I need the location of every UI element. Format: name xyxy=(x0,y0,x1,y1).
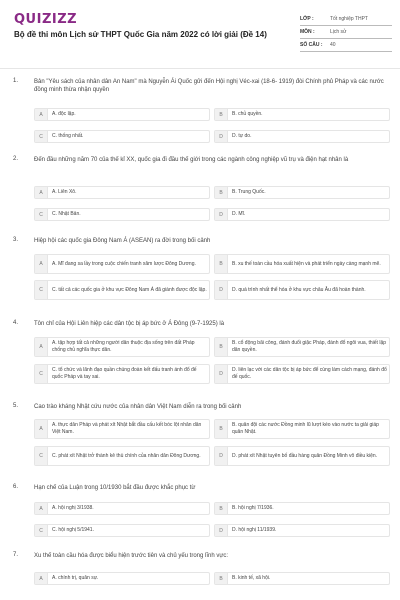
question-number: 6. xyxy=(13,484,19,490)
option-letter: D xyxy=(215,281,228,299)
option-text: A. hội nghị 3/1938. xyxy=(52,505,94,511)
meta-value: Lịch sử xyxy=(330,29,347,35)
option-letter: C xyxy=(35,365,48,383)
option-text: B. xu thế toàn cầu hóa xuất hiện và phát triển ngày càng mạnh mẽ. xyxy=(232,260,381,267)
option-letter: D xyxy=(215,209,228,220)
answer-option-a[interactable] xyxy=(34,502,210,515)
option-letter: B xyxy=(215,573,228,584)
option-text: D. liên lạc với các dân tộc bị áp bức để cùng làm cách mạng, đánh đổ đế quốc. xyxy=(232,367,387,380)
question-number: 7. xyxy=(13,552,19,558)
answer-option-d[interactable] xyxy=(214,208,390,221)
option-text: B. cổ động bãi công, đánh đuổi giặc Pháp, đánh đổ ngôi vua, thiết lập dân quyền. xyxy=(232,340,387,353)
answer-option-b[interactable] xyxy=(214,254,390,274)
question-number: 3. xyxy=(13,237,19,243)
meta-value: Tốt nghiệp THPT xyxy=(330,16,368,22)
quizizz-logo: QUIZIZZ xyxy=(14,12,78,27)
option-letter: A xyxy=(35,187,48,198)
answer-option-a[interactable] xyxy=(34,186,210,199)
answer-option-a[interactable] xyxy=(34,572,210,585)
answer-option-c[interactable] xyxy=(34,280,210,300)
meta-row-subject xyxy=(300,26,392,39)
question-text: Cao trào kháng Nhật cứu nước của nhân dân Việt Nam diễn ra trong bối cảnh xyxy=(34,404,242,410)
option-letter: D xyxy=(215,447,228,465)
option-letter: A xyxy=(35,338,48,356)
answer-option-b[interactable] xyxy=(214,108,390,121)
question-text: Tôn chỉ của Hội Liên hiệp các dân tộc bị áp bức ở Á Đông (9-7-1925) là xyxy=(34,321,225,327)
question-number: 2. xyxy=(13,156,19,162)
answer-option-b[interactable] xyxy=(214,186,390,199)
option-letter: D xyxy=(215,365,228,383)
option-text: B. hội nghị 7/1936. xyxy=(232,505,274,511)
question-text: Hạn chế của Luận trong 10/1930 bắt đầu được khắc phục từ xyxy=(34,485,196,491)
answer-option-a[interactable] xyxy=(34,254,210,274)
meta-label: MÔN : xyxy=(300,29,315,35)
question-number: 4. xyxy=(13,320,19,326)
option-letter: B xyxy=(215,420,228,438)
question-number: 1. xyxy=(13,78,19,84)
option-text: D. hội nghị 11/1939. xyxy=(232,527,277,533)
option-letter: B xyxy=(215,109,228,120)
option-letter: B xyxy=(215,187,228,198)
answer-option-b[interactable] xyxy=(214,572,390,585)
option-text: D. Mĩ. xyxy=(232,211,246,217)
option-letter: C xyxy=(35,281,48,299)
option-letter: A xyxy=(35,420,48,438)
option-text: D. tự do. xyxy=(232,133,252,139)
option-text: B. Trung Quốc. xyxy=(232,189,266,195)
option-text: C. thống nhất. xyxy=(52,133,84,139)
option-letter: C xyxy=(35,525,48,536)
answer-option-d[interactable] xyxy=(214,280,390,300)
option-text: A. tập hợp tất cả những người dân thuộc địa sống trên đất Pháp chống chủ nghĩa thực dân. xyxy=(52,340,195,353)
option-text: B. quân đội các nước Đồng minh lũ lượt kéo vào nước ta giải giáp quân Nhật. xyxy=(232,422,379,435)
option-letter: C xyxy=(35,131,48,142)
answer-option-b[interactable] xyxy=(214,502,390,515)
option-text: B. chủ quyền. xyxy=(232,111,263,117)
answer-option-b[interactable] xyxy=(214,419,390,439)
question-text: Bản "Yêu sách của nhân dân An Nam" mà Nguyễn Ái Quốc gửi đến Hội nghị Véc-xai (18-6- 1919) đòi Chính phủ Pháp và các nước đồng minh thừa nhận quyền xyxy=(34,79,384,93)
question-number: 5. xyxy=(13,403,19,409)
answer-option-c[interactable] xyxy=(34,364,210,384)
meta-label: LỚP : xyxy=(300,16,314,22)
answer-option-a[interactable] xyxy=(34,337,210,357)
page-title: Bộ đề thi môn Lịch sử THPT Quốc Gia năm 2022 có lời giải (Đề 14) xyxy=(14,30,267,39)
answer-option-c[interactable] xyxy=(34,446,210,466)
option-letter: C xyxy=(35,209,48,220)
option-letter: B xyxy=(215,503,228,514)
option-text: D. quá trình nhất thể hóa ở khu vực châu Âu đã hoàn thành. xyxy=(232,286,366,293)
header-divider xyxy=(0,68,400,69)
meta-panel xyxy=(300,13,392,52)
option-text: C. Nhật Bản. xyxy=(52,211,81,217)
answer-option-c[interactable] xyxy=(34,208,210,221)
answer-option-a[interactable] xyxy=(34,108,210,121)
option-letter: A xyxy=(35,503,48,514)
header xyxy=(0,0,400,66)
answer-option-d[interactable] xyxy=(214,446,390,466)
option-text: A. độc lập. xyxy=(52,111,76,117)
answer-option-d[interactable] xyxy=(214,524,390,537)
option-letter: D xyxy=(215,525,228,536)
option-text: C. phát xít Nhật trở thành kẻ thù chính của nhân dân Đông Dương. xyxy=(52,452,201,459)
answer-option-d[interactable] xyxy=(214,364,390,384)
option-letter: B xyxy=(215,255,228,273)
answer-option-d[interactable] xyxy=(214,130,390,143)
option-text: C. tổ chức và lãnh đạo quần chúng đoàn kết đấu tranh ánh đổ đế quốc Pháp và tay sai. xyxy=(52,367,197,380)
option-text: C. hội nghị 5/1941. xyxy=(52,527,94,533)
meta-row-count xyxy=(300,39,392,52)
option-text: D. phát xít Nhật tuyên bố đầu hàng quân Đồng Minh vô điều kiện. xyxy=(232,452,378,459)
question-text: Đến đầu những năm 70 của thế kỉ XX, quốc gia đi đầu thế giới trong các ngành công nghiệp vũ trụ và điện hạt nhân là xyxy=(34,157,349,163)
option-text: A. Liên Xô. xyxy=(52,189,77,195)
question-text: Xu thế toàn cầu hóa được biểu hiện trước tiên và chủ yếu trong lĩnh vực: xyxy=(34,553,229,559)
option-text: B. kinh tế, xã hội. xyxy=(232,575,271,581)
option-letter: C xyxy=(35,447,48,465)
meta-row-class xyxy=(300,13,392,26)
option-letter: A xyxy=(35,573,48,584)
answer-option-a[interactable] xyxy=(34,419,210,439)
option-letter: D xyxy=(215,131,228,142)
option-text: A. Mĩ đang sa lầy trong cuộc chiến tranh xâm lược Đông Dương. xyxy=(52,260,196,267)
option-text: C. tất cả các quốc gia ở khu vực Đông Nam Á đã giành được độc lập. xyxy=(52,286,207,293)
option-letter: A xyxy=(35,255,48,273)
option-letter: B xyxy=(215,338,228,356)
meta-label: SỐ CÂU : xyxy=(300,42,323,48)
option-text: A. thực dân Pháp và phát xít Nhật bắt đầu cấu kết bóc lột nhân dân Việt Nam. xyxy=(52,422,202,435)
answer-option-c[interactable] xyxy=(34,524,210,537)
question-text: Hiệp hội các quốc gia Đông Nam Á (ASEAN) ra đời trong bối cảnh xyxy=(34,238,211,244)
answer-option-c[interactable] xyxy=(34,130,210,143)
option-text: A. chính trị, quân sự. xyxy=(52,575,99,581)
option-letter: A xyxy=(35,109,48,120)
answer-option-b[interactable] xyxy=(214,337,390,357)
meta-value: 40 xyxy=(330,42,336,48)
